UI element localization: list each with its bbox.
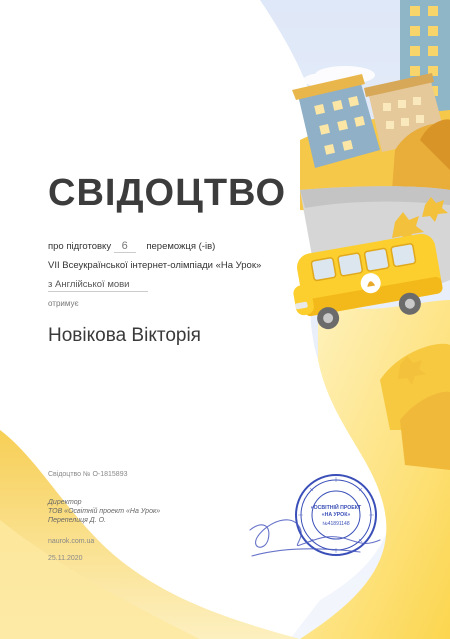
winners-count: 6 (114, 240, 136, 253)
company-name: ТОВ «Освітній проект «На Урок» (48, 508, 161, 515)
stamp-code: №41891148 (322, 521, 350, 527)
receives-label: отримує (48, 299, 79, 308)
signature (250, 520, 380, 556)
certificate-number: Свідоцтво № О-1815893 (48, 471, 128, 478)
issue-date: 25.11.2020 (48, 555, 83, 562)
director-title: Директор (48, 499, 82, 506)
preparation-suffix: переможця (-ів) (146, 241, 216, 252)
stamp-text-line1: «ОСВІТНІЙ ПРОЕКТ (310, 505, 362, 511)
director-name: Перепелиця Д. О. (48, 517, 106, 524)
stamp-text-line2: «НА УРОК» (321, 512, 351, 518)
certificate-title: СВІДОЦТВО (48, 172, 287, 214)
subject-value: з Англійської мови (48, 279, 148, 292)
website: naurok.com.ua (48, 538, 95, 545)
preparation-prefix: про підготовку (48, 241, 112, 252)
recipient-name: Новікова Вікторія (48, 325, 201, 346)
olympiad-name: VII Всеукраїнської інтернет-олімпіади «На Урок» (48, 260, 262, 271)
